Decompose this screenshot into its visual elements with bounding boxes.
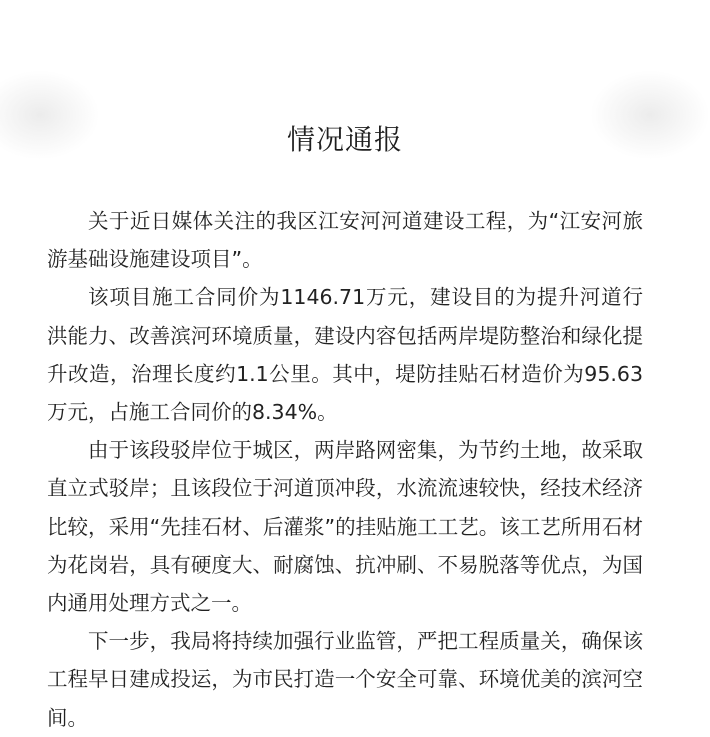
paragraph-technique: 由于该段驳岸位于城区，两岸路网密集，为节约土地，故采取直立式驳岸；且该段位于河道顶冲段，水流流速较快，经技术经济比较，采用“先挂石材、后灌浆”的挂贴施工工艺。该工艺所用石材为花岗岩，具有硬度大、耐腐蚀、抗冲刷、不易脱落等优点，为国内通用处理方式之一。 xyxy=(47,438,643,616)
paragraph-next-steps: 下一步，我局将持续加强行业监管，严把工程质量关，确保该工程早日建成投运，为市民打造一个安全可靠、环境优美的滨河空间。 xyxy=(47,629,643,730)
paragraph-contract: 该项目施工合同价为1146.71万元，建设目的为提升河道行洪能力、改善滨河环境质量，建设内容包括两岸堤防整治和绿化提升改造，治理长度约1.1公里。其中，堤防挂贴石材造价为95.63万元，占施工合同价的8.34%。 xyxy=(47,285,643,425)
document-body xyxy=(47,202,643,737)
document-title: 情况通报 xyxy=(286,123,403,156)
paragraph-intro: 关于近日媒体关注的我区江安河河道建设工程，为“江安河旅游基础设施建设项目”。 xyxy=(47,209,643,272)
